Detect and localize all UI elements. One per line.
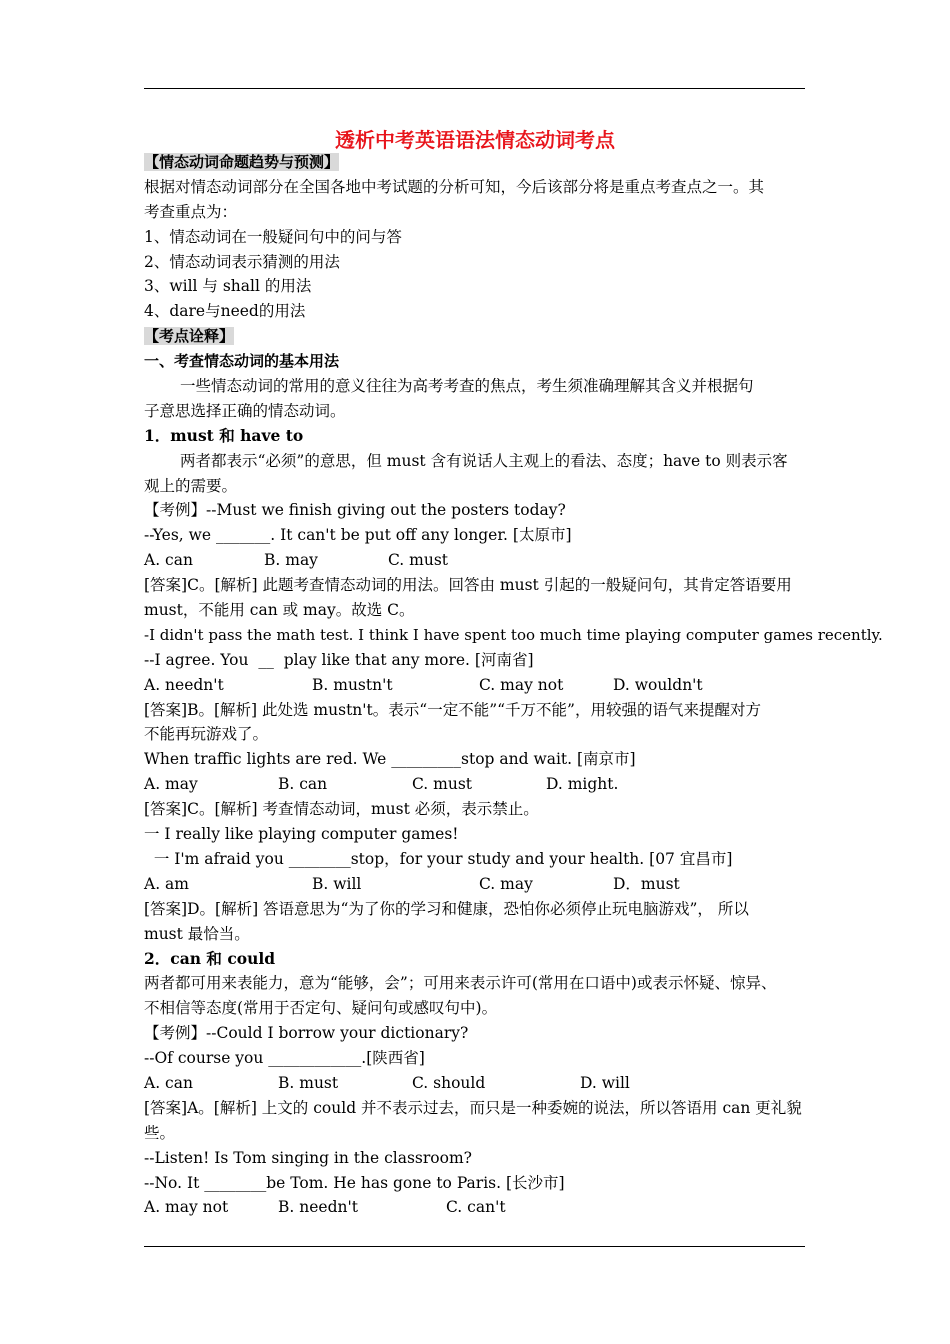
option: C. may xyxy=(479,874,533,893)
intro-line: 考查重点为： xyxy=(144,202,238,221)
sub2-heading: 2．can 和 could xyxy=(144,948,276,968)
answer-line: must，不能用 can 或 may。故选 C。 xyxy=(144,601,415,620)
options-row xyxy=(144,772,819,797)
document-body xyxy=(144,150,883,1220)
question-line: --No. It ________be Tom. He has gone to Paris. [长沙市] xyxy=(144,1173,565,1192)
option: C. can't xyxy=(446,1198,506,1217)
question-line: 【考例】--Must we finish giving out the posters today? xyxy=(144,501,566,520)
option: A. may xyxy=(144,775,198,794)
option: D. will xyxy=(580,1073,630,1092)
options-row xyxy=(144,548,819,573)
option: B. will xyxy=(312,874,362,893)
answer-line: must 最恰当。 xyxy=(144,924,250,943)
question-line: --Yes, we _______. It can't be put off any longer. [太原市] xyxy=(144,526,572,545)
option: A. can xyxy=(144,1073,193,1092)
part1-heading: 一、考查情态动词的基本用法 xyxy=(144,352,340,371)
answer-line: 不能再玩游戏了。 xyxy=(144,725,269,744)
option: B. may xyxy=(264,551,318,570)
option: A. may not xyxy=(144,1198,229,1217)
sub2-desc-line: 两者都可用来表能力，意为“能够，会”；可用来表示许可(常用在口语中)或表示怀疑、惊异、 xyxy=(144,974,777,993)
option: B. must xyxy=(278,1073,339,1092)
option: B. mustn't xyxy=(312,675,393,694)
intro-line: 4、dare与need的用法 xyxy=(144,302,306,321)
answer-line: [答案]C。[解析] 此题考查情态动词的用法。回答由 must 引起的一般疑问句，其肯定答语要用 xyxy=(144,576,792,595)
options-row xyxy=(144,673,819,698)
question-line: --Listen! Is Tom singing in the classroom? xyxy=(144,1148,472,1167)
part1-desc-line: 一些情态动词的常用的意义往往为高考考查的焦点，考生须准确理解其含义并根据句 xyxy=(180,377,754,396)
question-line: 【考例】--Could I borrow your dictionary? xyxy=(144,1024,469,1043)
options-row xyxy=(144,1071,819,1096)
question-line: When traffic lights are red. We _________stop and wait. [南京市] xyxy=(144,750,636,769)
question-line: --I agree. You __ play like that any more. [河南省] xyxy=(144,650,534,669)
sub1-desc-line: 观上的需要。 xyxy=(144,476,238,495)
option: D. wouldn't xyxy=(613,675,703,694)
section-heading-explanation: 【考点诠释】 xyxy=(144,327,235,346)
option: C. may not xyxy=(479,675,564,694)
answer-line: [答案]C。[解析] 考查情态动词，must 必须，表示禁止。 xyxy=(144,800,539,819)
section-heading-trend: 【情态动词命题趋势与预测】 xyxy=(144,153,340,171)
sub2-desc-line: 不相信等态度(常用于否定句、疑问句或感叹句中)。 xyxy=(144,999,498,1018)
intro-line: 根据对情态动词部分在全国各地中考试题的分析可知，今后该部分将是重点考查点之一。其 xyxy=(144,177,765,196)
question-line: 一 I'm afraid you ________stop，for your study and your health. [07 宜昌市] xyxy=(144,849,733,868)
sub1-desc-line: 两者都表示“必须”的意思，但 must 含有说话人主观上的看法、态度；have to 则表示客 xyxy=(180,451,788,470)
option: A. am xyxy=(144,874,189,893)
option: D．must xyxy=(613,874,680,893)
option: A. can xyxy=(144,551,193,570)
option: A. needn't xyxy=(144,675,224,694)
answer-line: [答案]B。[解析] 此处选 mustn't。表示“一定不能”“千万不能”，用较强的语气来提醒对方 xyxy=(144,700,761,719)
option: B. needn't xyxy=(278,1198,358,1217)
part1-desc-line: 子意思选择正确的情态动词。 xyxy=(144,401,346,420)
question-line: -I didn't pass the math test. I think I have spent too much time playing computer games recently. xyxy=(144,625,883,644)
sub1-heading: 1．must 和 have to xyxy=(144,425,304,445)
intro-line: 2、情态动词表示猜测的用法 xyxy=(144,252,340,271)
options-row xyxy=(144,872,819,897)
answer-line: [答案]D。[解析] 答语意思为“为了你的学习和健康，恐怕你必须停止玩电脑游戏”， 所以 xyxy=(144,899,749,918)
intro-line: 1、情态动词在一般疑问句中的问与答 xyxy=(144,227,402,246)
answer-line: 些。 xyxy=(144,1123,176,1142)
intro-line: 3、will 与 shall 的用法 xyxy=(144,277,312,296)
page-title: 透析中考英语语法情态动词考点 xyxy=(335,128,615,152)
option: C. must xyxy=(388,551,449,570)
question-line: --Of course you ____________.[陕西省] xyxy=(144,1049,425,1068)
answer-line: [答案]A。[解析] 上文的 could 并不表示过去，而只是一种委婉的说法，所以答语用 can 更礼貌 xyxy=(144,1098,802,1117)
option: D. might. xyxy=(546,775,619,794)
options-row xyxy=(144,1195,819,1220)
option: B. can xyxy=(278,775,328,794)
question-line: 一 I really like playing computer games! xyxy=(144,825,459,844)
top-rule xyxy=(144,88,805,89)
option: C. should xyxy=(412,1073,486,1092)
bottom-rule xyxy=(144,1246,805,1247)
option: C. must xyxy=(412,775,473,794)
